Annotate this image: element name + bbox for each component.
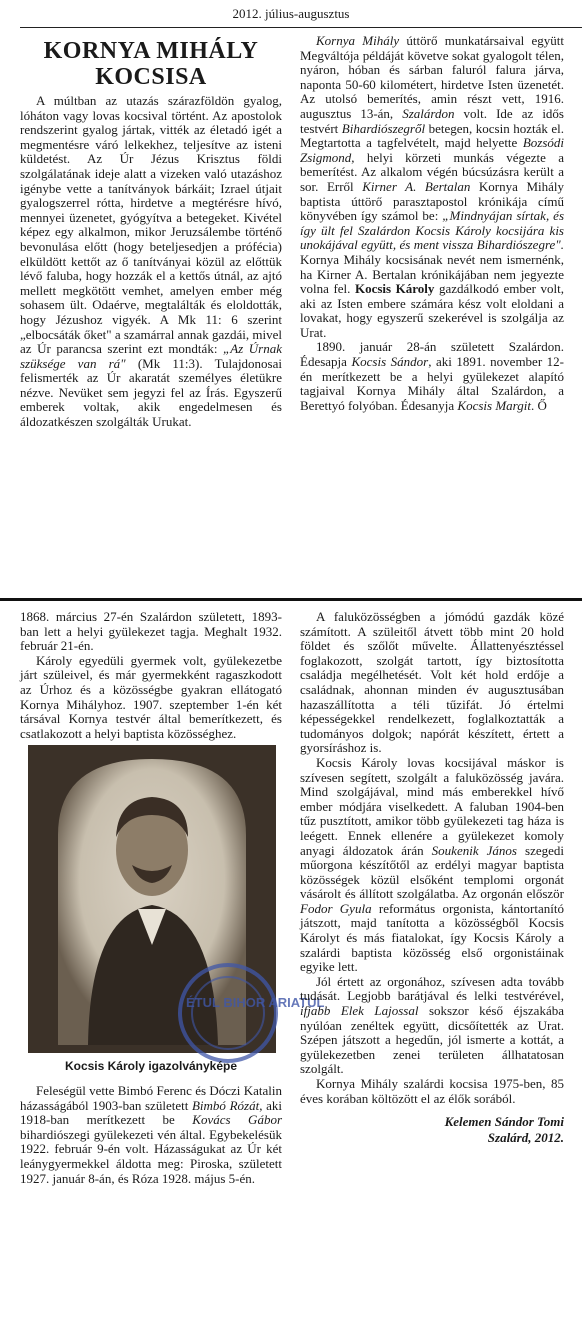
text-run: úttörő munkatársaival együtt Megváltója példáját követve sokat gyalogolt télen, nyáron, hóban és sárban faluról falura járva, naponta 50-60 kilométert, hirdetve Isten üzenetét. Az utolsó bemerítés, amin részt vett, 1916. augusztus 13-án, — [300, 33, 564, 121]
italic-text: Kocsis Sándor — [351, 354, 429, 370]
paragraph: Károly egyedüli gyermek volt, gyülekezetbe járt szüleivel, és már gyermekként ragaszkodott az Úrhoz és a közösségbe gyakran ellátogató Kornya Mihályhoz. 1907. szeptember 1-én két társával Kornya testvér által bemerítkezett, és csatlakozott a helyi baptista közösséghez. — [20, 652, 282, 741]
paragraph: 1868. március 27-én Szalárdon született, 1893-ban lett a helyi gyülekezet tagja. Meghalt 1932. február 21-én. — [20, 609, 282, 654]
text-run: Kornya Mihály kocsisának nevét nem ismernénk, ha Kirner A. Bertalan krónikájában nem jegyezte volna fel. — [300, 251, 564, 297]
text-run: 1890. január 28-án született Szalárdon. Édesapja — [300, 339, 564, 370]
text-run: gazdálkodó ember volt, aki az Isten embere számára kész volt eloldani a lovakat, hogy egyszerű szekerével is szolgálja az Urat. — [300, 281, 564, 340]
italic-text: Bimbó Rózát — [191, 1097, 260, 1113]
italic-text: Kocsis Margit — [457, 397, 531, 413]
text-run: Feleségül vette Bimbó Ferenc és Dóczi Katalin házasságából 1903-ban született — [20, 1082, 282, 1113]
text-run: . Ő — [530, 397, 547, 413]
top-left-column — [20, 34, 282, 430]
italic-text: Szalárdon — [402, 105, 455, 121]
intro-paragraph — [20, 94, 282, 430]
text-run: református orgonista, kántortanító játszott, majd tanította a közösségből Kocsis Károlyt és más fiatalokat, így Kocsis Károly a szalárdi baptista közösség első orgonistáinak egyike lett. — [300, 900, 564, 975]
top-right-column — [300, 34, 564, 413]
title-line-1: KORNYA MIHÁLY — [43, 38, 259, 64]
paragraph — [300, 975, 564, 1077]
article-title — [20, 38, 282, 90]
text-run: , aki 1918-ban merítkezett be — [20, 1097, 282, 1128]
paragraph — [300, 756, 564, 975]
italic-text: Kornya Mihály — [316, 33, 400, 48]
italic-text: Bozsódi Zsigmond, — [300, 135, 564, 165]
italic-text: ifjabb Elek Lajossal — [300, 1003, 419, 1019]
text-run: Kocsis Károly lovas kocsijával máskor is szívesen segített, szolgált a faluközösség javára. Mind szolgájával, mind más emberekkel hívő ember módjára viselkedett. A faluban 1904-ben tűz pusztított, amikor több gyülekezeti tag háza is leégett. Ennek ellenére a gyülekezet komoly anyagi áldozatok árán — [300, 754, 564, 858]
text-run: betegen, kocsin hozták el. Megtartotta a tagfelvételt, majd helyette — [300, 120, 565, 151]
scripture-quote: „Az Úrnak szüksége van rá" — [20, 341, 283, 371]
text-run: helyi körzeti munkás végezte a bemerítést. Az alkalom végén búcsúzásra került a sor. Erről — [300, 149, 564, 194]
intro-text-end: Tulajdonosai felismerték az Úr akaratát személyes életükre nézve. Nevüket sem jegyzi fel az Írás. Egyszerű emberek voltak, akik engedelmesen és áldozatkészen szolgálták Urukat. — [20, 355, 282, 430]
italic-text: Kovács Gábor — [192, 1112, 282, 1128]
paragraph: Kornya Mihály szalárdi kocsisa 1975-ben, 85 éves korában költözött el az élők sorából. — [300, 1076, 564, 1106]
italic-text: Soukenik János — [431, 842, 517, 858]
text-run: bihardiószegi gyülekezeti vén által. Egybekelésük 1922. február 9-én volt. Házasságukat az Úr két leánygyermekkel áldotta meg: Piroska, született 1927. január 8-án, és Róza 1928. május 5-én. — [20, 1126, 282, 1186]
paragraph — [300, 340, 564, 413]
italic-text: Fodor Gyula — [300, 900, 372, 916]
italic-text: Bihardiószegről — [341, 120, 426, 136]
intro-text: A múltban az utazás szárazföldön gyalog, lóháton vagy lovas kocsival történt. Az apostolok rendszerint gyalog jártak, vitték az életadó igét a megmentésre váró lelkekhez, teljesítve az isteni küldetést. Az Úr Jézus Krisztus földi szolgálatának ideje alatt a vizeken való utazáshoz igénybe vette a tanítványok bárkáit; Izrael útjait gyalogszerrel rótta, hirdetve a megtérésre hívó, mennyei üzenetet, gyógyítva a betegeket. Kivétel képez egy alkalmon, mikor Jeruzsálembe történő bevonulása előtt (hogy beteljesedjen a prófécia) elküldött kettőt az ő tanítványai közül az előttük lévő faluba, hogy hozzák el a kettős útnál, az ajtó mellett megkötött vemhet, amelyen ember még sohasem ült. Odaérve, megtalálták és eloldották, hogy Jézushoz vigyék. A Mk 11: 6 szerint „elbocsáták őket" a szamárral annak gazdái, mivel az Úr parancsa szerint ezt mondták: — [20, 93, 282, 357]
italic-text: „Mindnyájan sírtak, és így ült fel Szalárdon Kocsis Károly kocsijára kis unokájával együtt, és ment vissza Bihardiószegre". — [300, 208, 565, 253]
text-run: Jól értett az orgonához, szívesen adta tovább tudását. Legjobb barátjával és lelki testvérével, — [300, 973, 564, 1004]
text-run: volt. Ide az idős testvért — [300, 105, 564, 136]
text-run: szegedi műorgona készítőtől az erdélyi magyar baptista közösségek közül elsőként templomi orgonát vásárolt és állított szolgálatba. Az orgonán először — [300, 842, 564, 902]
paragraph: A faluközösségben a jómódú gazdák közé számított. A szüleitől átvett több mint 20 hold földet és szőlőt művelte. Állattenyésztéssel foglakozott, szolgát tartott, így biztosította családja megélhetését. Volt két hold erdője a családnak, ahonnan minden év augusztusában hazaszállította a téli tűzifát. Jó értelmi képességekkel rendelkezett, foglalkoztatták a tudományos dolgok; napórát készített, értett a gyorsíráshoz is. — [300, 609, 564, 756]
paragraph — [300, 34, 564, 340]
signature — [300, 1114, 564, 1146]
title-line-2: KOCSISA — [95, 64, 207, 90]
text-run: , aki 1891. november 12-én merítkezett be a helyi gyülekezet alapító tagjaival Kornya Mihály által Szalárdon, a Berettyó folyóban. Édesanyja — [300, 354, 565, 413]
text-run: sokszor késő éjszakába nyúlóan zenéltek együtt, dicsőítették az Urat. Szépen játszott a hegedűn, jól ismerte a kottát, a gyülekezetben zenei területen állhatatosan szolgált. — [300, 1003, 564, 1077]
section-divider — [0, 598, 582, 601]
bold-text: Kocsis Károly — [354, 281, 435, 297]
paragraph — [20, 1084, 282, 1186]
bottom-right-column — [300, 610, 564, 1146]
issue-date: 2012. július-augusztus — [232, 6, 350, 21]
author-name: Kelemen Sándor Tomi — [444, 1114, 564, 1130]
top-rule — [20, 27, 582, 28]
stamp-text: ÉTUL BIHOR ARIATUL — [186, 995, 325, 1011]
portrait-photo — [28, 745, 325, 1053]
photo-caption: Kocsis Károly igazolványképe — [64, 1059, 238, 1074]
bottom-left-column — [20, 609, 325, 1186]
scripture-ref: (Mk 11:3). — [125, 355, 203, 371]
author-place-date: Szalárd, 2012. — [487, 1130, 564, 1146]
italic-text: Kirner A. Bertalan — [362, 178, 471, 194]
text-run: Kornya Mihály baptista úttörő parasztapostol krónikája című könyvében így számol be: — [300, 178, 564, 224]
